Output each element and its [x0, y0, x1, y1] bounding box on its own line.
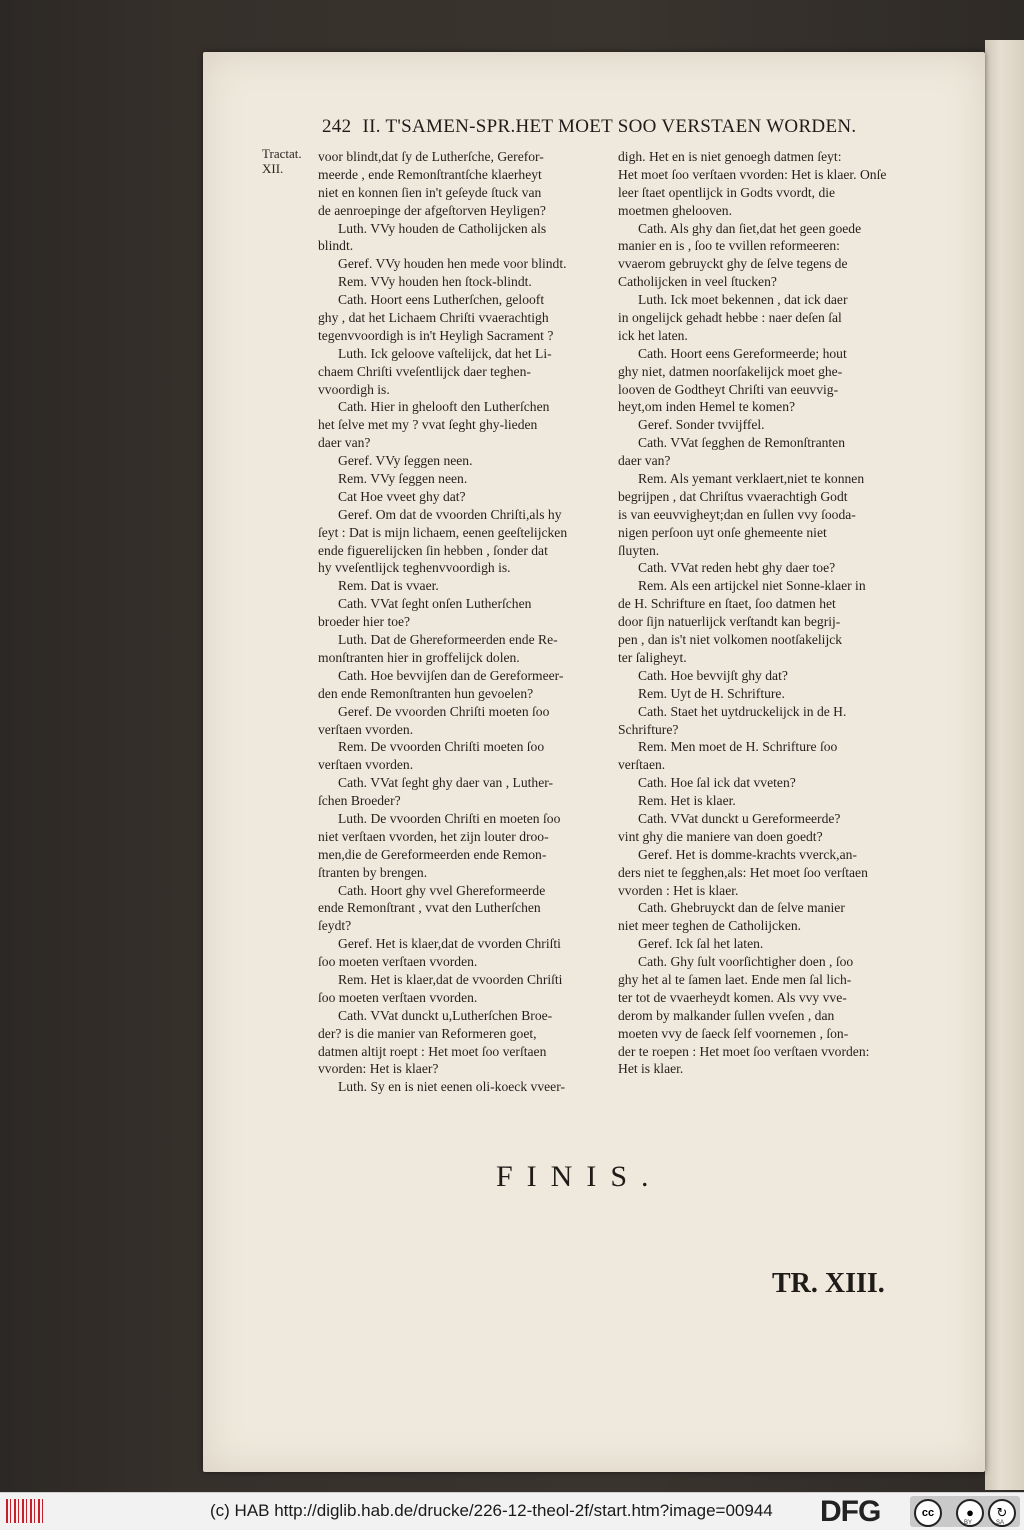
text-line: ende figuerelijcken ſin hebben , ſonder dat [318, 542, 548, 558]
text-line: Rem. Als yemant verklaert,niet te konnen [638, 471, 865, 487]
by-icon: ● [956, 1499, 984, 1527]
text-line: ſoo moeten verſtaen vvorden. [318, 954, 478, 970]
text-line: ghy niet, datmen noorſakelijck moet ghe- [618, 363, 843, 379]
margin-note-line: Tractat. [262, 146, 302, 161]
cc-sa-label: SA [996, 1520, 1005, 1526]
text-line: datmen altijt roept : Het moet ſoo verſtaen [318, 1043, 547, 1059]
text-line: Cath. VVat reden hebt ghy daer toe? [638, 560, 836, 576]
text-line: Luth. De vvoorden Chriſti en moeten ſoo [338, 810, 561, 826]
margin-note [262, 146, 322, 176]
sa-icon: ↻ [988, 1499, 1016, 1527]
cc-by-label: BY [964, 1520, 973, 1526]
text-line: niet verſtaen vvorden, het zijn louter droo- [318, 828, 549, 844]
text-line: Luth. Ick geloove vaſtelijck, dat het Li- [338, 345, 552, 361]
text-line: ſeyt : Dat is mijn lichaem, eenen geeſtelijcken [318, 524, 568, 540]
text-line: vint ghy die maniere van doen goedt? [618, 828, 823, 844]
text-line: digh. Het en is niet genoegh datmen ſeyt: [618, 149, 842, 164]
running-title: II. T'SAMEN-SPR.HET MOET SOO VERSTAEN WORDEN. [362, 116, 857, 137]
copyright-link[interactable]: (c) HAB http://diglib.hab.de/drucke/226-12-theol-2f/start.htm?image=00944 [210, 1501, 773, 1520]
text-line: monſtranten hier in groffelijck dolen. [318, 649, 520, 665]
text-line: leer ſtaet opentlijck in Godts vvordt, die [618, 184, 836, 200]
text-line: ſchen Broeder? [318, 793, 401, 809]
text-line: Cath. VVat ſegghen de Remonſtranten [638, 435, 846, 451]
text-line: Cath. Hoort ghy vvel Ghereformeerde [338, 882, 546, 898]
finis-heading: FINIS. [496, 1160, 663, 1193]
text-line: manier en is , ſoo te vvillen reformeeren: [618, 238, 840, 254]
cc-license-badge[interactable] [910, 1496, 1020, 1527]
hab-barcode-logo [6, 1499, 46, 1523]
text-line: Cath. VVat dunckt u,Lutherſchen Broe- [338, 1007, 553, 1023]
text-line: den ende Remonſtranten hun gevoelen? [318, 685, 534, 701]
text-line: tegenvvoordigh is in't Heyligh Sacrament ? [318, 327, 554, 343]
text-line: ghy , dat het Lichaem Chriſti vvaerachtigh [318, 310, 549, 326]
text-line: de H. Schrifture en ſtaet, ſoo datmen het [618, 596, 836, 612]
text-line: begrijpen , dat Chriſtus vvaerachtigh Godt [618, 488, 848, 504]
text-line: Cat Hoe vveet ghy dat? [338, 488, 466, 504]
text-line: vvorden : Het is klaer. [618, 882, 739, 898]
text-line: meerde , ende Remonſtrantſche klaerheyt [318, 166, 542, 182]
text-line: de aenroepinge der afgeſtorven Heyligen? [318, 202, 546, 218]
text-line: ende Remonſtrant , vvat den Lutherſchen [318, 900, 541, 916]
text-line: ſtranten by brengen. [318, 864, 428, 880]
text-line: moeten vvy de ſaeck ſelf voornemen , ſon- [618, 1025, 849, 1041]
text-column-right [618, 148, 908, 1078]
text-column-left [318, 148, 608, 1096]
text-line: Luth. VVy houden de Catholijcken als [338, 220, 547, 236]
text-line: ſeydt? [318, 918, 352, 934]
text-line: Geref. VVy ſeggen neen. [338, 453, 473, 469]
text-line: verſtaen vvorden. [318, 721, 414, 737]
margin-note-line: XII. [262, 161, 284, 176]
text-line: Geref. Het is domme-krachts vverck,an- [638, 846, 857, 862]
text-line: Cath. Ghy ſult voorſichtigher doen , ſoo [638, 954, 854, 970]
text-line: moetmen ghelooven. [618, 202, 733, 218]
text-line: men,die de Gereformeerden ende Remon- [318, 846, 547, 862]
text-line: Rem. Men moet de H. Schrifture ſoo [638, 739, 838, 755]
text-line: looven de Godtheyt Chriſti van eeuvvig- [618, 381, 839, 397]
text-line: Cath. Hoort eens Gereformeerde; hout [638, 345, 847, 361]
text-line: Cath. VVat dunckt u Gereformeerde? [638, 810, 841, 826]
text-line: Cath. Hoort eens Lutherſchen, gelooft [338, 292, 545, 308]
text-line: Rem. VVy ſeggen neen. [338, 471, 468, 487]
text-line: broeder hier toe? [318, 614, 411, 630]
text-line: ter tot de vvaerheydt komen. Als vvy vve- [618, 989, 847, 1005]
text-line: is van eeuvvigheyt;dan en ſullen vvy ſooda- [618, 506, 856, 522]
text-line: in ongelijck gehadt hebbe : naer deſen ſal [618, 310, 842, 326]
facing-page-edge [985, 40, 1024, 1490]
text-line: Geref. Ick ſal het laten. [638, 936, 764, 952]
text-line: Luth. Dat de Ghereformeerden ende Re- [338, 632, 558, 648]
text-line: door ſijn natuerlijck verſtandt kan begrij- [618, 614, 841, 630]
text-line: ſoo moeten verſtaen vvorden. [318, 989, 478, 1005]
text-line: Rem. De vvoorden Chriſti moeten ſoo [338, 739, 545, 755]
text-line: verſtaen. [618, 757, 666, 773]
text-line: Geref. VVy houden hen mede voor blindt. [338, 256, 567, 272]
text-line: ghy het al te ſamen laet. Ende men ſal lich- [618, 971, 852, 987]
text-line: ders niet te ſegghen,als: Het moet ſoo verſtaen [618, 864, 868, 880]
text-line: derom by malkander ſullen vveſen , dan [618, 1007, 835, 1023]
text-line: verſtaen vvorden. [318, 757, 414, 773]
text-line: der? is die manier van Reformeren goet, [318, 1025, 537, 1041]
text-line: Catholijcken in veel ſtucken? [618, 274, 777, 290]
text-line: der te roepen : Het moet ſoo verſtaen vvorden: [618, 1043, 870, 1059]
text-line: voor blindt,dat ſy de Lutherſche, Gerefor- [318, 149, 544, 164]
text-line: ſluyten. [618, 542, 660, 558]
text-line: Luth. Ick moet bekennen , dat ick daer [638, 292, 848, 308]
text-line: Cath. VVat ſeght ghy daer van , Luther- [338, 775, 554, 791]
text-line: Cath. Hoe bevvijſen dan de Gereformeer- [338, 667, 564, 683]
text-line: niet meer teghen de Catholijcken. [618, 918, 802, 934]
text-line: niet en konnen ſien in't geſeyde ſtuck van [318, 184, 542, 200]
text-line: Cath. Hier in ghelooft den Lutherſchen [338, 399, 550, 415]
catchword: TR. XIII. [772, 1268, 885, 1299]
text-line: Het moet ſoo verſtaen vvorden: Het is klaer. Onſe [618, 166, 887, 182]
text-line: blindt. [318, 238, 354, 254]
text-line: Cath. Ghebruyckt dan de ſelve manier [638, 900, 845, 916]
text-line: Rem. VVy houden hen ſtock-blindt. [338, 274, 532, 290]
text-line: Rem. Dat is vvaer. [338, 578, 439, 594]
dfg-logo[interactable]: DFG [820, 1495, 881, 1528]
text-line: Rem. Als een artijckel niet Sonne-klaer in [638, 578, 866, 594]
text-line: nigen perſoon uyt onſe ghemeente niet [618, 524, 827, 540]
text-line: daer van? [618, 453, 671, 469]
text-line: Cath. Hoe bevvijſt ghy dat? [638, 667, 788, 683]
cc-icon: cc [914, 1499, 942, 1527]
text-line: ter ſaligheyt. [618, 649, 687, 665]
text-line: Geref. Het is klaer,dat de vvorden Chriſti [338, 936, 561, 952]
text-line: Cath. Hoe ſal ick dat vveten? [638, 775, 796, 791]
text-line: Cath. VVat ſeght onſen Lutherſchen [338, 596, 532, 612]
text-line: Het is klaer. [618, 1061, 684, 1077]
text-line: Schrifture? [618, 721, 679, 737]
text-line: Geref. De vvoorden Chriſti moeten ſoo [338, 703, 550, 719]
text-line: Luth. Sy en is niet eenen oli-koeck vveer- [338, 1079, 565, 1095]
page-number: 242 [322, 116, 352, 137]
text-line: pen , dan is't niet volkomen nootſakelijck [618, 632, 843, 648]
running-header [322, 116, 912, 142]
text-line: Geref. Om dat de vvoorden Chriſti,als hy [338, 506, 562, 522]
text-line: Rem. Uyt de H. Schrifture. [638, 685, 785, 701]
text-line: Rem. Het is klaer. [638, 793, 736, 809]
viewer-footer [0, 1492, 1024, 1530]
text-line: ick het laten. [618, 327, 688, 343]
text-line: Cath. Staet het uytdruckelijck in de H. [638, 703, 847, 719]
text-line: chaem Chriſti vveſentlijck daer teghen- [318, 363, 531, 379]
text-line: hy vveſentlijck teghenvvoordigh is. [318, 560, 511, 576]
text-line: heyt,om inden Hemel te komen? [618, 399, 796, 415]
text-line: Cath. Als ghy dan ſiet,dat het geen goede [638, 220, 862, 236]
text-line: Rem. Het is klaer,dat de vvoorden Chriſti [338, 971, 563, 987]
text-line: het ſelve met my ? vvat ſeght ghy-lieden [318, 417, 538, 433]
text-line: vvoordigh is. [318, 381, 390, 397]
text-line: vvorden: Het is klaer? [318, 1061, 439, 1077]
text-line: vvaerom gebruyckt ghy de ſelve tegens de [618, 256, 848, 272]
text-line: Geref. Sonder tvvijffel. [638, 417, 765, 433]
text-line: daer van? [318, 435, 371, 451]
